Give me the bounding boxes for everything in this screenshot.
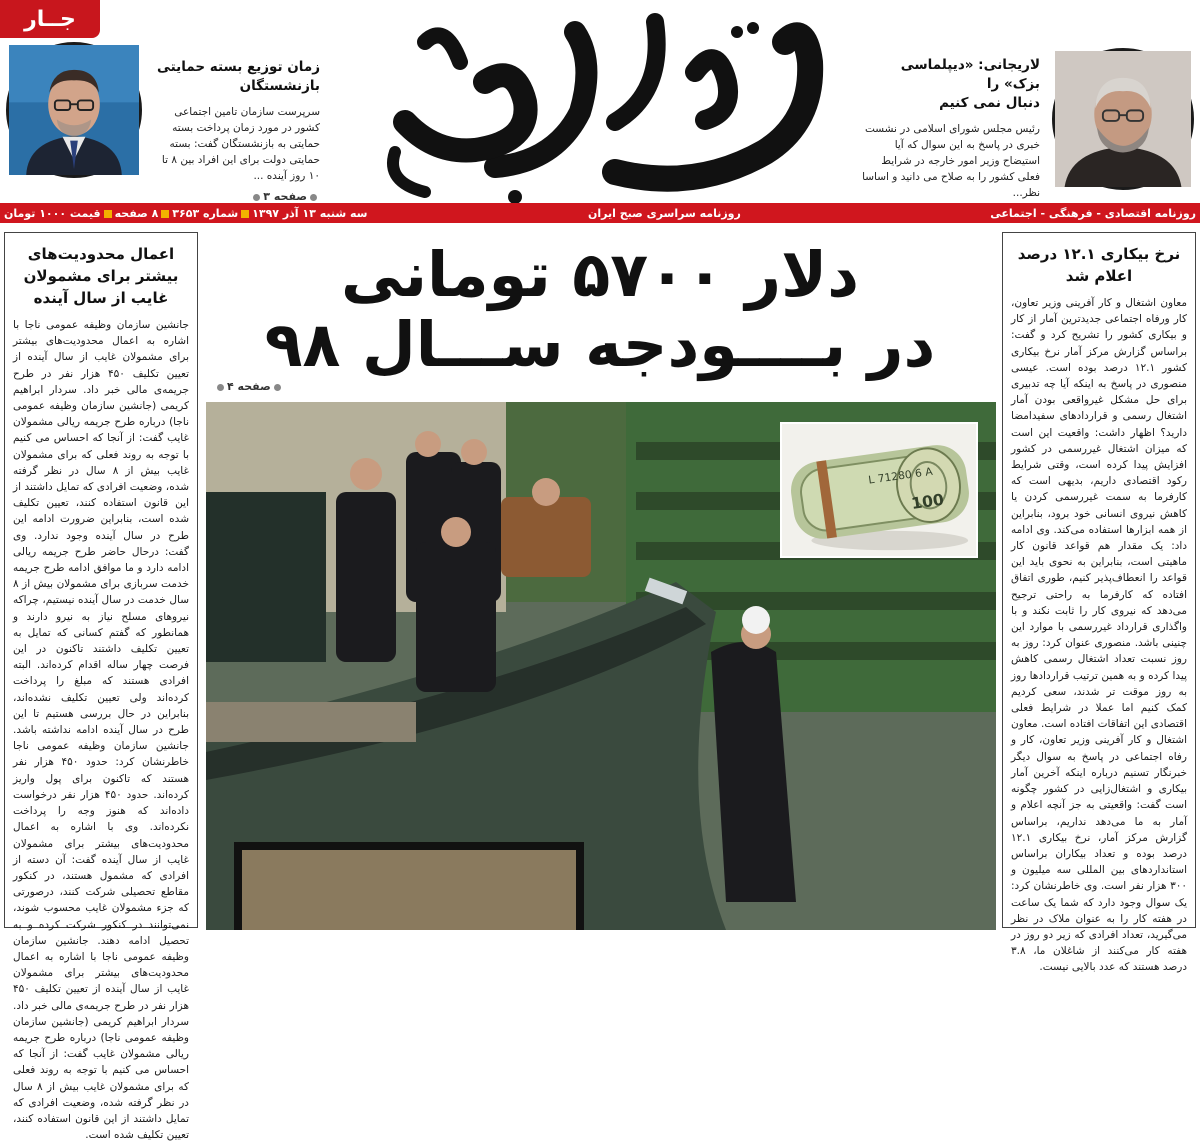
bullet-icon: [253, 194, 260, 201]
teaser-right-body: رئیس مجلس شورای اسلامی در نشست خبری در پاسخ به این سوال که آیا استیضاح وزیر امور خارجه در شرایط فعلی کشور را به صلاح می دانید و اساسا نظر...: [862, 123, 1040, 199]
left-column[interactable]: [4, 232, 198, 1142]
headline-line-1: دلار ۵۷۰۰ تومانی: [340, 238, 860, 311]
left-column-title: اعمال محدودیت‌های بیشتر برای مشمولان غایب از سال آینده: [23, 245, 179, 307]
bullet-icon: [310, 194, 317, 201]
square-icon: [241, 210, 249, 218]
teaser-right[interactable]: [862, 56, 1040, 220]
serial-text: L 71280 6 A: [867, 464, 934, 487]
portrait-left-icon: [9, 45, 139, 175]
right-column-body: معاون اشتغال و کار آفرینی وزیر تعاون، کار ورفاه اجتماعی جدیدترین آمار از کار و بیکاری کشور را تشریح کرد و گفت: براساس گزارش مرکز آمار نرخ بیکاری کشور ۱۲.۱ درصد بوده است. عیسی منصوری در پاسخ به اینکه آیا چه تدبیری برای حل مشکل غیرواقعی بودن آمار اشتغال رسمی و قراردادهای سفیدامضا دارید؟ اظهار داشت: واقعیت این است که میزان اشتغال غیررسمی در کشور افزایش پیدا کرده است، وقتی شرایط رکود اقتصادی داریم، بدیهی است که کارفرما به سمت غیررسمی کردن یا کاهش نیروی انسانی خود برود، بنابراین از همه ابزارها استفاده می‌کند. وی ادامه داد: یک مقدار هم قواعد قانون کار ماهیتی است، بنابراین به نحوی باید این قواعد را انعطاف‌پذیر کنیم، طوری اتفاق افتاده که کارفرما به راحتی ترجیح می‌دهد که نیروی کار را ثابت نکند و با واگذاری قرارداد غیررسمی با موارد این چنینی باشد. منصوری عنوان کرد: روز به روز نسبت تعداد اشتغال رسمی کاهش پیدا کرده و به همین ترتیب قراردادها روز به روز موقت تر شدند، سعی کردیم کمک کنیم اما عملا در شرایط فعلی اقتصادی این اتفاقات افتاده است. معاون اشتغال و کار آفرینی وزیر تعاون، کار و رفاه اجتماعی در پاسخ به سوال دیگر خبرنگار تسنیم درباره اینکه آخرین آمار بیکاری و اشتغال‌زایی در کشور چگونه است گفت: واقعیتی به جز آنچه اعلام و آمار به ما می‌دهد نداریم، براساس گزارش مرکز آمار، نرخ بیکاری ۱۲.۱ درصد بوده و تعداد بیکاران براساس استانداردهای بین المللی سه میلیون و ۳۰۰ هزار نفر است. وی خاطرنشان کرد: یک سوال وجود دارد که شما یک ساعت در هفته کار را به عنوان ملاک در نظر می‌گیرید، تعداد افرادی که زیر دو روز در هفته کار می‌کنند از شاغلان ما، ۳.۸ درصد هستند که عدد بالایی نیست.: [1011, 297, 1188, 974]
avatar-right: [1052, 48, 1194, 190]
bullet-icon: [274, 384, 281, 391]
dollar-roll-icon: [782, 424, 976, 556]
money-inset: [780, 422, 978, 558]
square-icon: [161, 210, 169, 218]
main-page-ref[interactable]: صفحه ۴: [214, 380, 284, 393]
newspaper-type: روزنامه اقتصادی - فرهنگی - اجتماعی: [990, 206, 1196, 220]
teaser-right-title: لاریجانی: «دیپلماسی بزک» را دنبال نمی کنیم: [900, 57, 1040, 111]
square-icon: [104, 210, 112, 218]
teaser-left-body: سرپرست سازمان تامین اجتماعی کشور در مورد زمان پرداخت بسته حمایتی به بازنشستگان گفت: بسته حمایتی دولت برای این افراد بین ۸ تا ۱۰ روز آینده ...: [161, 106, 320, 182]
newspaper-slogan: روزنامه سراسری صبح ایران: [588, 206, 741, 220]
info-bar: [0, 203, 1200, 223]
headline-line-2: در بــــودجه ســـال ۹۸: [264, 308, 936, 381]
portrait-right-icon: [1055, 51, 1191, 187]
denomination-text: 100: [910, 490, 946, 513]
avatar-left: [6, 42, 142, 178]
teaser-left-page[interactable]: صفحه ۳: [150, 190, 320, 203]
right-column[interactable]: [1002, 232, 1196, 974]
right-column-title: نرخ بیکاری ۱۲.۱ درصد اعلام شد: [1017, 245, 1181, 285]
teaser-left[interactable]: [150, 58, 320, 203]
issue-info: سه شنبه ۱۳ آذر ۱۳۹۷شماره ۳۶۵۳۸ صفحهقیمت ۱۰۰۰ تومان: [4, 206, 368, 220]
bullet-icon: [217, 384, 224, 391]
masthead-logo: [365, 2, 825, 212]
left-column-body: جانشین سازمان وظیفه عمومی ناجا با اشاره به اعمال محدودیت‌های بیشتر برای مشمولان غایب از سال آینده از تعیین تکلیف ۴۵۰ هزار نفر در طرح جریمه‌ی مالی خبر داد. سردار ابراهیم کریمی (جانشین سازمان وظیفه عمومی ناجا) درباره طرح جریمه ریالی مشمولان غایب گفت: از آنجا که احساس می کنیم با توجه به روند فعلی که برای مشمولان غایب بیش از ۸ سال در نظر گرفته شده، وضعیت افرادی که تمایل داشتند از این قانون استفاده کنند، تعیین تکلیف شده است، بنابراین ضرورت ادامه این طرح در سال آینده وجود ندارد. وی گفت: درحال حاضر طرح جریمه ریالی ادامه دارد و ما موافق ادامه طرح جریمه خدمت سربازی برای مشمولان بیش از ۸ سال خدمت در سال آینده نیستیم، چراکه نیروهای مسلح نیاز به نیرو دارند و همانطور که گفتم کسانی که تمایل به تعیین تکلیف داشتند تاکنون در این فرصت چهار ساله اقدام کرده‌اند. البته افرادی هستند که مبلغ را پرداخت کرده‌اند ولی تعیین تکلیف نشده‌اند، بنابراین در حال بررسی هستیم تا این طرح در سال آینده ادامه نداشته باشد. جانشین سازمان وظیفه عمومی ناجا خاطرنشان کرد: حدود ۴۵۰ هزار نفر هستند که تاکنون برای پول واریز کرده‌اند. حدود ۴۵۰ هزار نفر درخواست داده‌اند که هنوز وجه را پرداخت نکرده‌اند. وی با اشاره به اعمال محدودیت‌های بیشتر برای مشمولان غایب از سال آینده گفت: آن دسته از افرادی که مشمول هستند، در کنکور مقاطع تحصیلی شرکت کنند، درصورتی که جزء مشمولان غایب محسوب شوند، نمی‌توانند در کنکور شرکت کرده و به تحصیل ادامه دهند. جانشین سازمان وظیفه عمومی ناجا با اشاره به اعمال محدودیت‌های بیشتر برای مشمولان غایب از سال آینده از تعیین تکلیف ۴۵۰ هزار نفر در طرح جریمه‌ی مالی خبر داد. سردار ابراهیم کریمی (جانشین سازمان وظیفه عمومی ناجا) درباره طرح جریمه ریالی مشمولان غایب گفت: از آنجا که احساس می کنیم با توجه به روند فعلی که برای مشمولان غایب بیش از ۸ سال در نظر گرفته شده، وضعیت افرادی که تمایل داشتند از این قانون استفاده کنند، تعیین تکلیف شده است.: [13, 319, 190, 1142]
main-headline[interactable]: [210, 240, 990, 380]
teaser-left-title: زمان توزیع بسته حمایتی بازنشستگان: [156, 59, 320, 94]
calligraphy-logo-icon: [365, 2, 825, 212]
section-tag: جــار: [0, 0, 100, 38]
